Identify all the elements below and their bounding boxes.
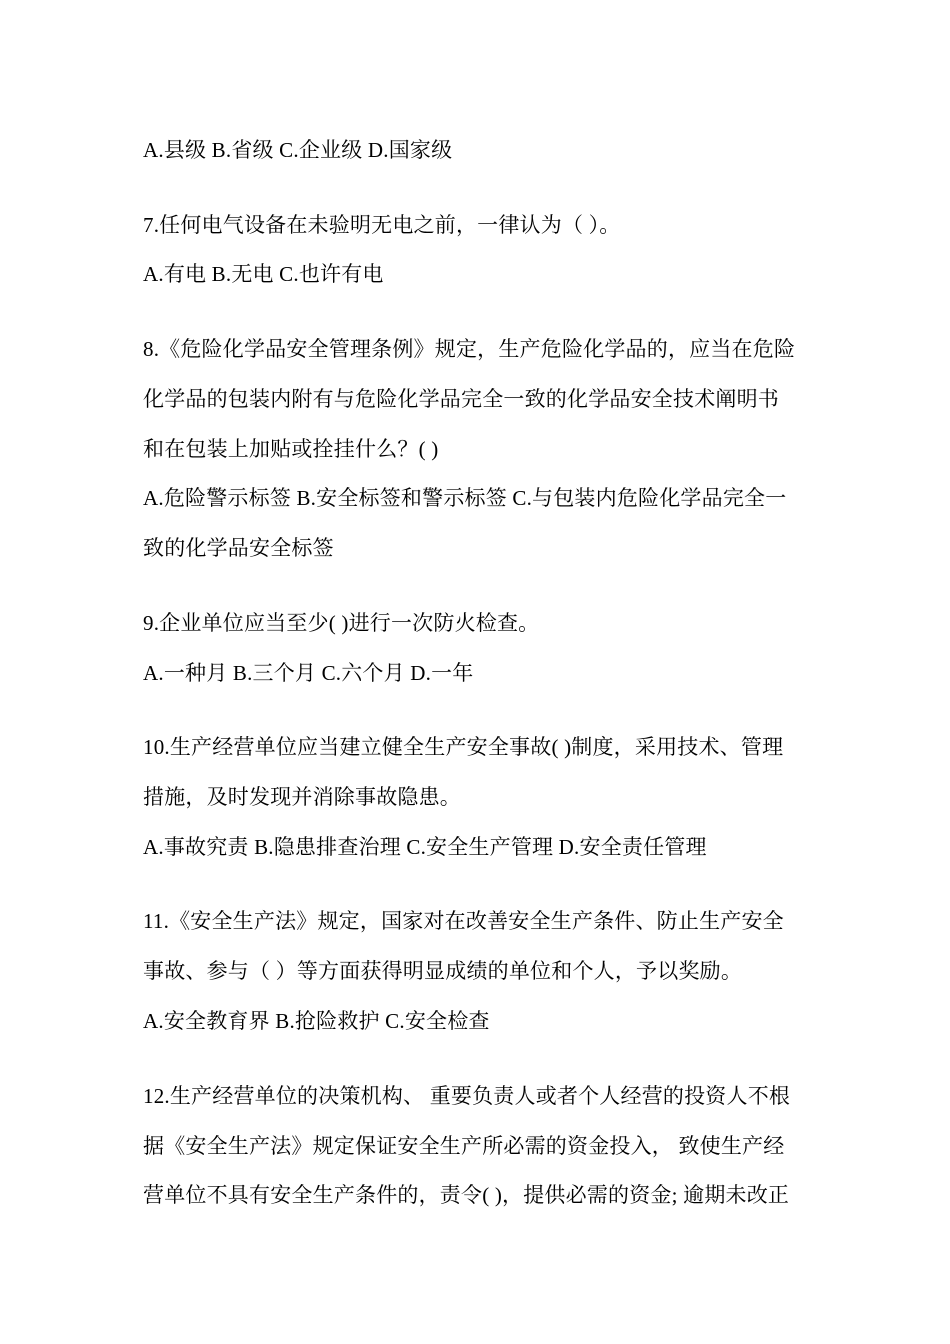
q11-question-line-1: 11.《安全生产法》规定，国家对在改善安全生产条件、防止生产安全 (143, 909, 784, 933)
q11-options: A.安全教育界 B.抢险救护 C.安全检查 (143, 1009, 490, 1033)
q12-question-line-1: 12.生产经营单位的决策机构、 重要负责人或者个人经营的投资人不根 (143, 1084, 791, 1108)
q7-question: 7.任何电气设备在未验明无电之前，一律认为（ ）。 (143, 213, 621, 237)
q10-question-line-1: 10.生产经营单位应当建立健全生产安全事故( )制度，采用技术、管理 (143, 735, 784, 759)
q12-question-line-2: 据《安全生产法》规定保证安全生产所必需的资金投入， 致使生产经 (143, 1134, 785, 1158)
q9-question: 9.企业单位应当至少( )进行一次防火检查。 (143, 611, 540, 635)
q10-question-line-2: 措施，及时发现并消除事故隐患。 (143, 785, 461, 809)
q9-options: A.一种月 B.三个月 C.六个月 D.一年 (143, 661, 474, 685)
q8-options-line-2: 致的化学品安全标签 (143, 536, 334, 560)
q8-question-line-2: 化学品的包装内附有与危险化学品完全一致的化学品安全技术阐明书 (143, 387, 779, 411)
q8-options-line-1: A.危险警示标签 B.安全标签和警示标签 C.与包装内危险化学品完全一 (143, 486, 787, 510)
q10-options: A.事故究责 B.隐患排查治理 C.安全生产管理 D.安全责任管理 (143, 835, 707, 859)
q8-question-line-1: 8.《危险化学品安全管理条例》规定，生产危险化学品的，应当在危险 (143, 337, 796, 361)
q7-options: A.有电 B.无电 C.也许有电 (143, 262, 384, 286)
q8-question-line-3: 和在包装上加贴或拴挂什么？( ) (143, 437, 439, 461)
q11-question-line-2: 事故、参与（ ）等方面获得明显成绩的单位和个人，予以奖励。 (143, 959, 743, 983)
q6-options: A.县级 B.省级 C.企业级 D.国家级 (143, 138, 453, 162)
q12-question-line-3: 营单位不具有安全生产条件的，责令( )，提供必需的资金; 逾期未改正 (143, 1183, 790, 1207)
